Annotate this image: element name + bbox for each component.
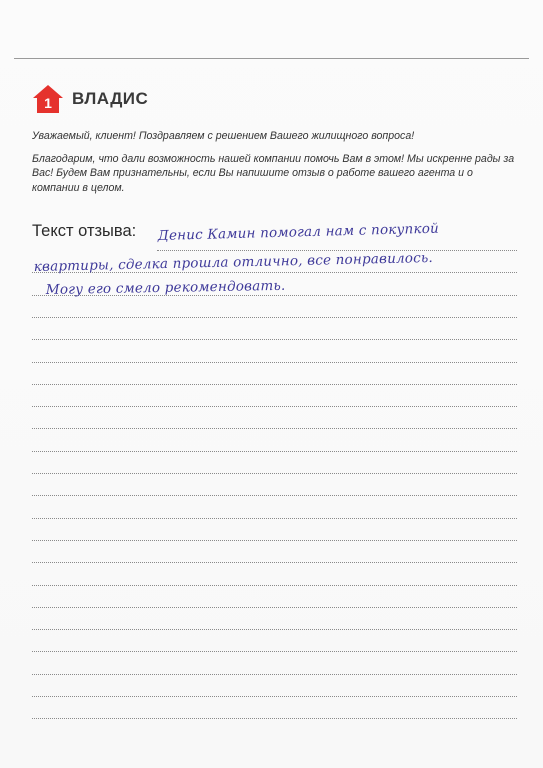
writing-line (32, 473, 517, 474)
writing-line (32, 562, 517, 563)
writing-line (32, 585, 517, 586)
logo-wordmark: ВЛАДИС (72, 89, 149, 108)
svg-text:1: 1 (44, 95, 52, 111)
company-logo (31, 84, 148, 114)
thanks-paragraph: Благодарим, что дали возможность нашей компании помочь Вам в этом! Мы искренне рады за Вас! Будем Вам признательны, если Вы напишите отзыв о работе вашего агента и о компании в целом. (32, 153, 515, 194)
writing-line (32, 362, 517, 363)
writing-line (32, 518, 517, 519)
writing-line (32, 674, 517, 675)
writing-line (32, 540, 517, 541)
review-title: Текст отзыва: (32, 222, 137, 240)
handwritten-line: Могу его смело рекомендовать. (45, 277, 286, 298)
writing-line (157, 250, 517, 251)
top-divider (14, 58, 529, 59)
writing-line (32, 339, 517, 340)
writing-line (32, 607, 517, 608)
writing-lines (32, 0, 517, 768)
writing-line (32, 629, 517, 630)
handwritten-line: Денис Камин помогал нам с покупкой (157, 220, 440, 244)
intro-text (32, 129, 522, 195)
handwritten-line: квартиры, сделка прошла отлично, все понравилось. (33, 249, 434, 275)
writing-line (32, 651, 517, 652)
writing-line (32, 495, 517, 496)
greeting-text: Уважаемый, клиент! Поздравляем с решением Вашего жилищного вопроса! (32, 130, 415, 142)
writing-line (32, 428, 517, 429)
writing-line (32, 718, 517, 719)
writing-line (32, 696, 517, 697)
writing-line (32, 317, 517, 318)
writing-line (32, 384, 517, 385)
writing-line (32, 406, 517, 407)
writing-line (32, 451, 517, 452)
house-key-icon (31, 84, 65, 114)
